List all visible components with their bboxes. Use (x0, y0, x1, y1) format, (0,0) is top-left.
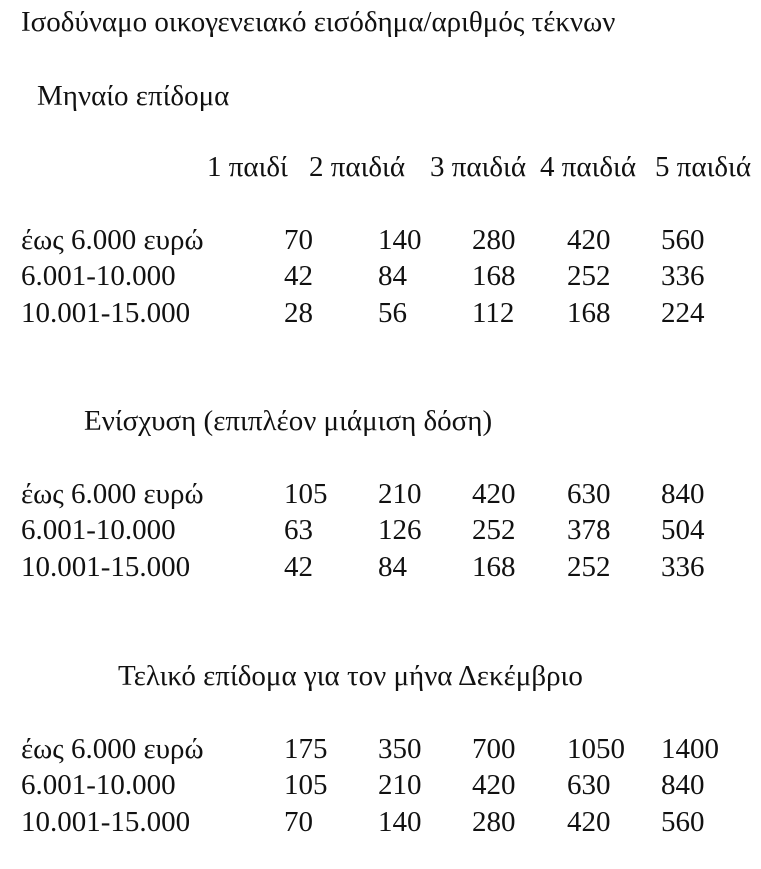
table-cell: 168 (567, 297, 611, 329)
table-cell: 630 (567, 769, 611, 801)
table-cell: 126 (378, 514, 422, 546)
table-cell: 42 (284, 551, 313, 583)
table-cell: 84 (378, 551, 407, 583)
table-cell: 210 (378, 769, 422, 801)
table-cell: 63 (284, 514, 313, 546)
table-cell: 420 (567, 806, 611, 838)
table-cell: 84 (378, 260, 407, 292)
row-label: 6.001-10.000 (21, 260, 176, 292)
table-cell: 1400 (661, 733, 719, 765)
table-cell: 840 (661, 478, 705, 510)
table-cell: 140 (378, 224, 422, 256)
table-cell: 560 (661, 224, 705, 256)
table-cell: 56 (378, 297, 407, 329)
section-heading-support: Ενίσχυση (επιπλέον μιάμιση δόση) (84, 405, 493, 437)
row-label: έως 6.000 ευρώ (21, 478, 204, 510)
table-cell: 168 (472, 551, 516, 583)
row-label: έως 6.000 ευρώ (21, 733, 204, 765)
row-label: 6.001-10.000 (21, 514, 176, 546)
table-cell: 42 (284, 260, 313, 292)
table-cell: 280 (472, 806, 516, 838)
row-label: 10.001-15.000 (21, 297, 191, 329)
table-cell: 630 (567, 478, 611, 510)
table-cell: 420 (472, 769, 516, 801)
table-cell: 252 (567, 260, 611, 292)
section-heading-monthly-allowance: Μηναίο επίδομα (37, 80, 230, 112)
table-cell: 168 (472, 260, 516, 292)
table-cell: 70 (284, 224, 313, 256)
table-cell: 378 (567, 514, 611, 546)
table-cell: 210 (378, 478, 422, 510)
table-cell: 140 (378, 806, 422, 838)
row-label: 10.001-15.000 (21, 551, 191, 583)
table-cell: 350 (378, 733, 422, 765)
table-cell: 70 (284, 806, 313, 838)
table-cell: 560 (661, 806, 705, 838)
table-cell: 336 (661, 551, 705, 583)
column-header-5-children: 5 παιδιά (655, 151, 752, 183)
table-cell: 112 (472, 297, 515, 329)
table-cell: 420 (567, 224, 611, 256)
table-cell: 252 (567, 551, 611, 583)
row-label: 10.001-15.000 (21, 806, 191, 838)
page-title: Ισοδύναμο οικογενειακό εισόδημα/αριθμός τέκνων (21, 6, 616, 38)
table-cell: 336 (661, 260, 705, 292)
column-header-1-child: 1 παιδί (207, 151, 288, 183)
section-heading-final-allowance-december: Τελικό επίδομα για τον μήνα Δεκέμβριο (118, 660, 583, 692)
table-cell: 28 (284, 297, 313, 329)
table-cell: 420 (472, 478, 516, 510)
table-cell: 840 (661, 769, 705, 801)
column-header-4-children: 4 παιδιά (540, 151, 637, 183)
table-cell: 280 (472, 224, 516, 256)
table-cell: 504 (661, 514, 705, 546)
table-cell: 175 (284, 733, 328, 765)
table-cell: 105 (284, 478, 328, 510)
row-label: 6.001-10.000 (21, 769, 176, 801)
row-label: έως 6.000 ευρώ (21, 224, 204, 256)
table-cell: 105 (284, 769, 328, 801)
column-header-3-children: 3 παιδιά (430, 151, 527, 183)
table-cell: 252 (472, 514, 516, 546)
table-cell: 224 (661, 297, 705, 329)
column-header-2-children: 2 παιδιά (309, 151, 406, 183)
table-cell: 1050 (567, 733, 625, 765)
table-cell: 700 (472, 733, 516, 765)
